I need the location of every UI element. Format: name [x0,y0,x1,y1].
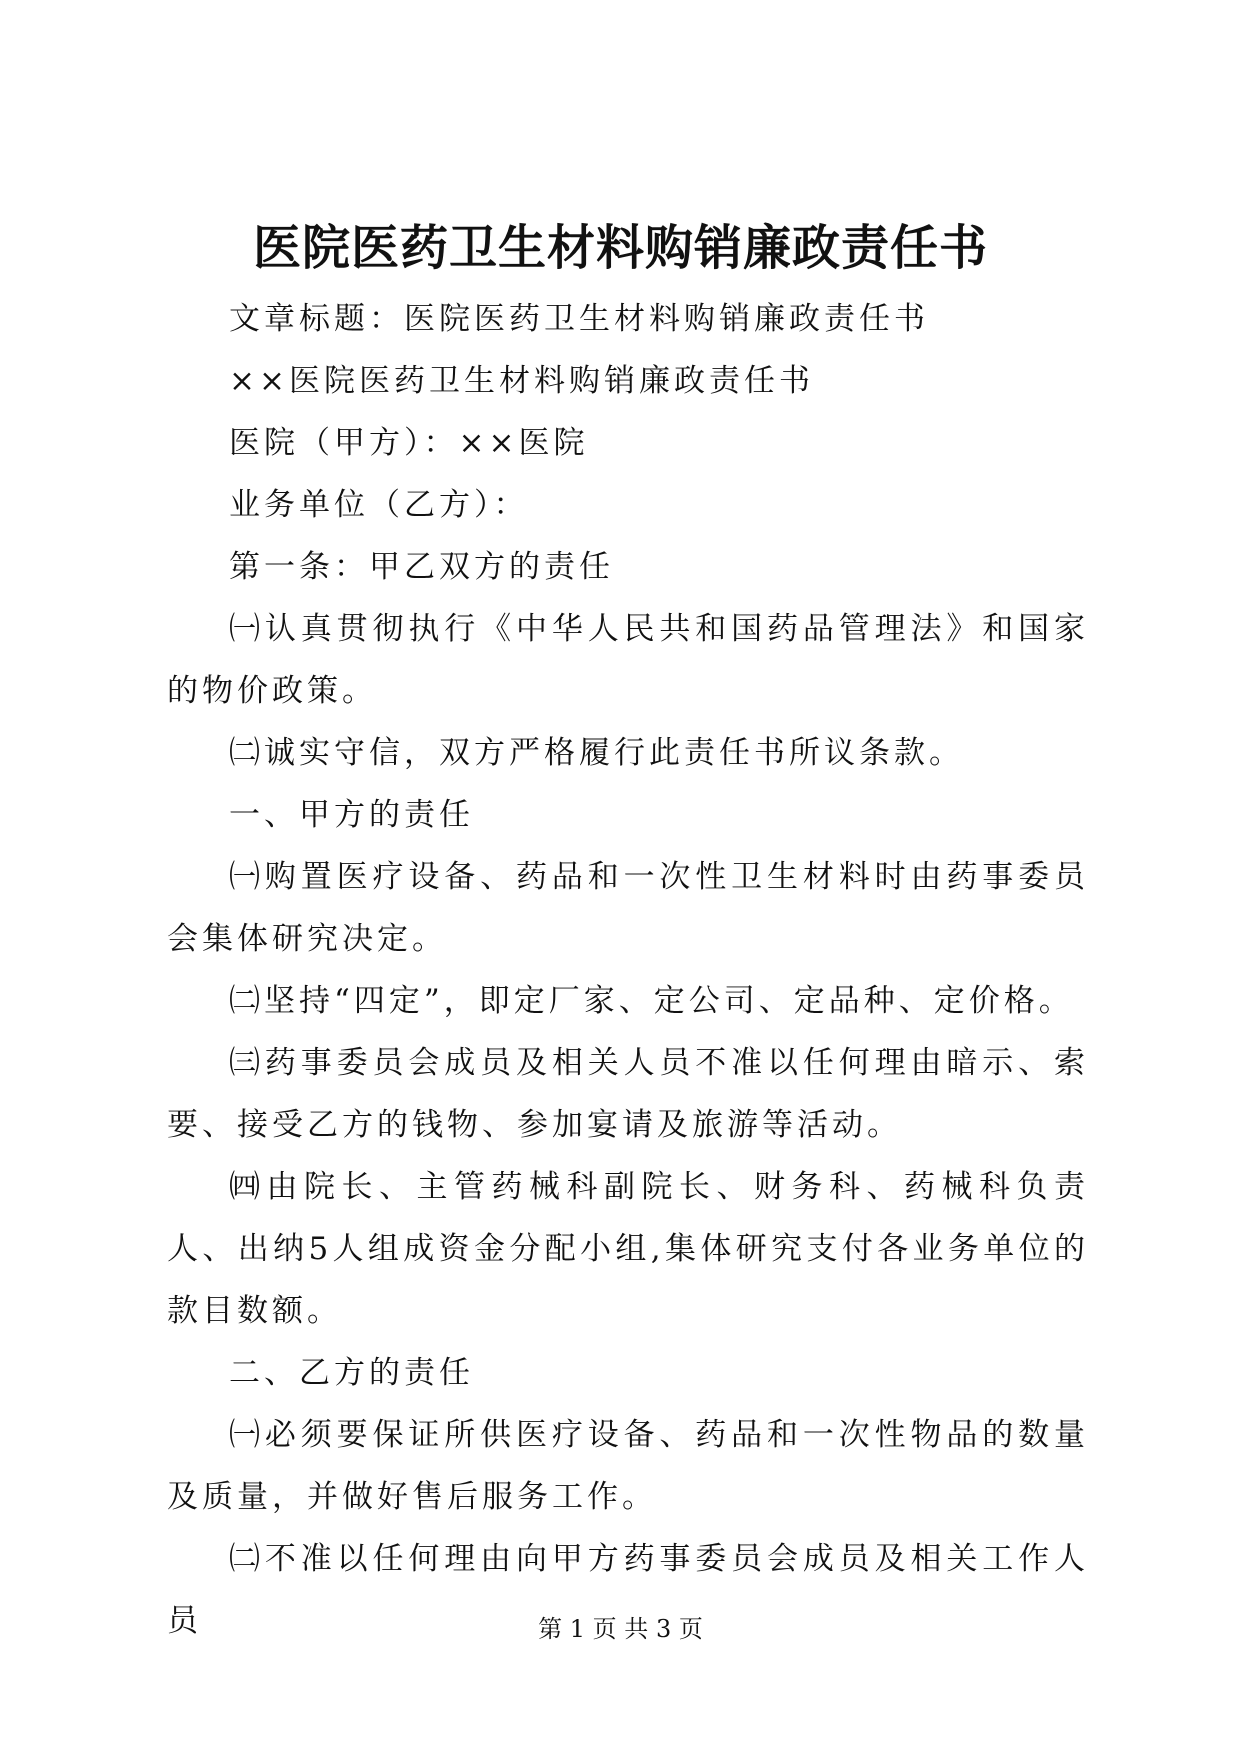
paragraph: ㈠购置医疗设备、药品和一次性卫生材料时由药事委员会集体研究决定。 [167,859,1089,957]
paragraph: ㈣由院长、主管药械科副院长、财务科、药械科负责人、出纳5人组成资金分配小组,集体研究支付各业务单位的款目数额。 [167,1169,1089,1329]
paragraph: 第一条：甲乙双方的责任 [229,549,614,585]
paragraph: 业务单位（乙方）： [229,487,529,523]
paragraph: ㈠必须要保证所供医疗设备、药品和一次性物品的数量及质量，并做好售后服务工作。 [167,1417,1089,1515]
paragraph: 医院（甲方）：××医院 [229,425,589,461]
document-title: 医院医药卫生材料购销廉政责任书 [252,220,988,276]
paragraph: ㈠认真贯彻执行《中华人民共和国药品管理法》和国家的物价政策。 [167,611,1089,709]
paragraph: ㈡诚实守信，双方严格履行此责任书所议条款。 [229,735,964,771]
paragraph: 文章标题：医院医药卫生材料购销廉政责任书 [229,301,929,337]
page-footer: 第 1 页 共 3 页 [538,1615,703,1643]
paragraph: 二、乙方的责任 [229,1355,474,1391]
document-body [167,288,1089,1652]
paragraph: 一、甲方的责任 [229,797,474,833]
paragraph: ××医院医药卫生材料购销廉政责任书 [229,363,814,399]
paragraph: ㈢药事委员会成员及相关人员不准以任何理由暗示、索要、接受乙方的钱物、参加宴请及旅游等活动。 [167,1045,1089,1143]
paragraph: ㈡坚持“四定”，即定厂家、定公司、定品种、定价格。 [229,983,1074,1019]
paragraph: ㈡不准以任何理由向甲方药事委员会成员及相关工作人员 [167,1541,1089,1639]
